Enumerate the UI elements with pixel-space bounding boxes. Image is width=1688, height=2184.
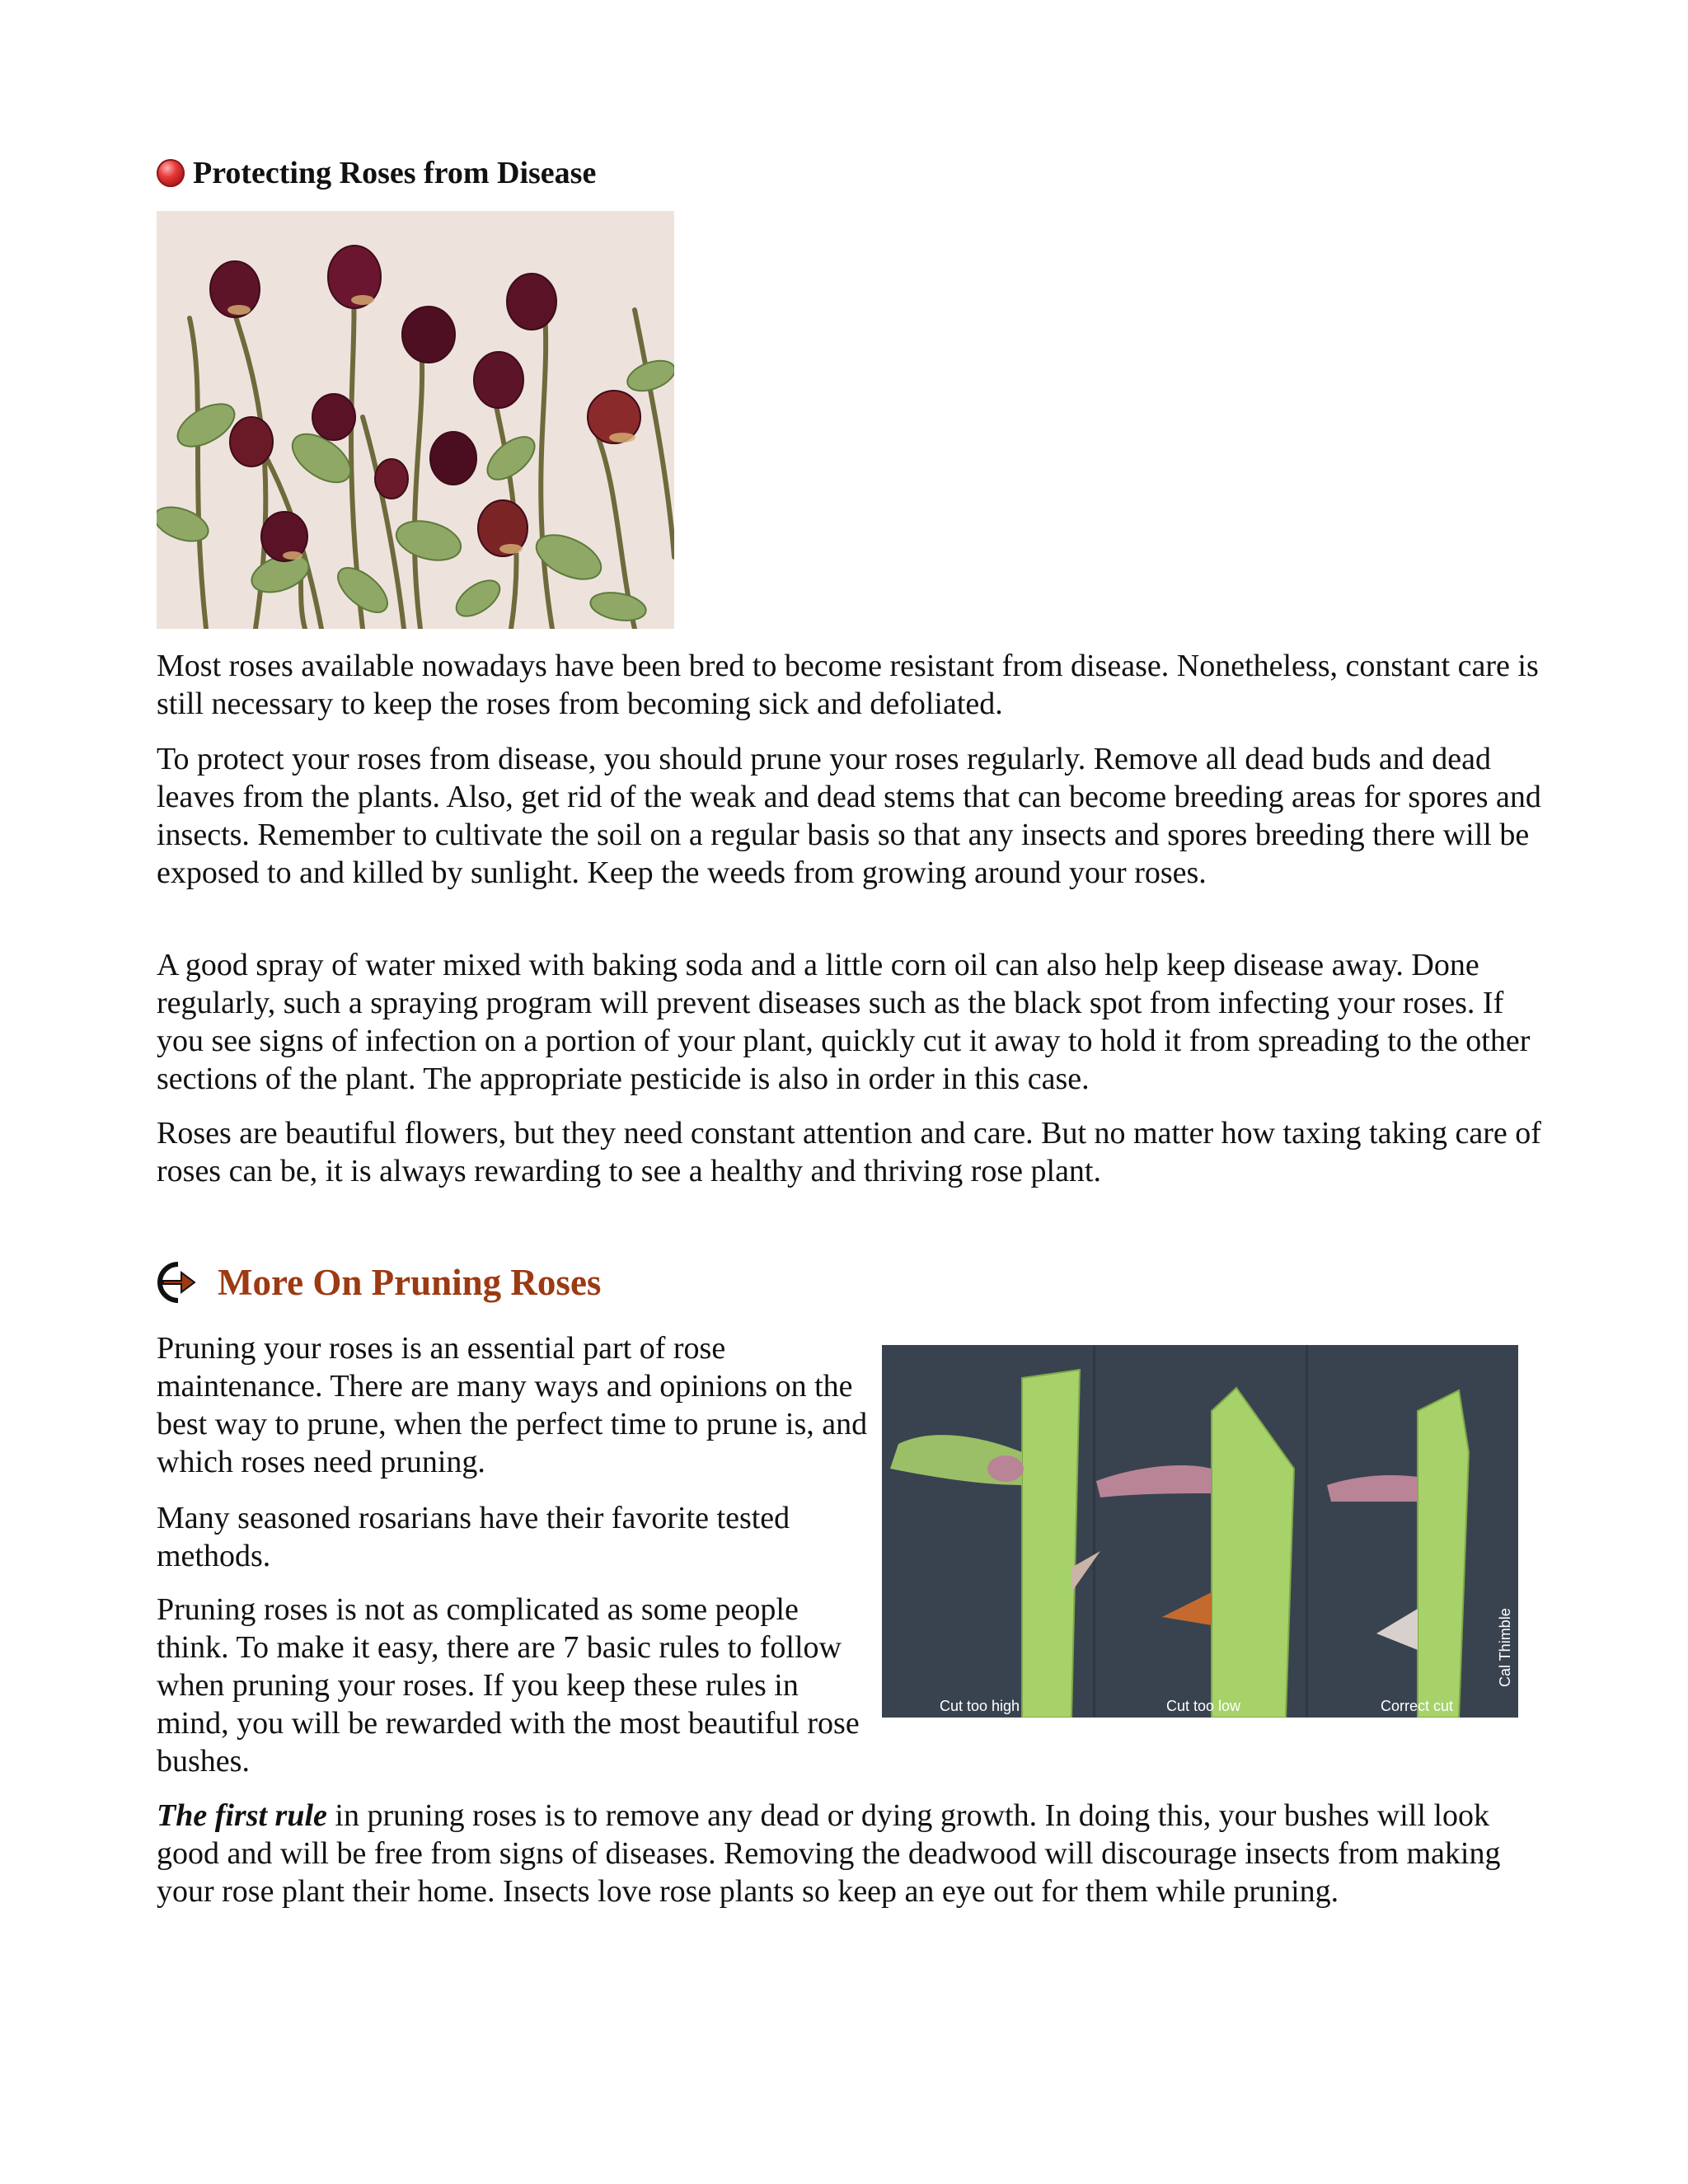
- paragraph: Many seasoned rosarians have their favorite tested methods.: [157, 1501, 790, 1573]
- paragraph: A good spray of water mixed with baking soda and a little corn oil can also help keep disease away. Done regularly, such a spraying program will prevent diseases such as the black spot from infecting your roses. If you see signs of infection on a portion of your plant, quickly cut it away to hold it from spreading to the other sections of the plant. The appropriate pesticide is also in order in this case.: [157, 948, 1531, 1096]
- paragraph: To protect your roses from disease, you should prune your roses regularly. Remove all dead buds and dead leaves from the plants. Also, get rid of the weak and dead stems that can become breeding areas for spores and insects. Remember to cultivate the soil on a regular basis so that any insects and spores breeding there will be exposed to and killed by sunlight. Keep the weeds from growing around your roses.: [157, 742, 1541, 890]
- red-ball-bullet-icon: [157, 159, 185, 187]
- paragraph: Pruning your roses is an essential part of rose maintenance. There are many ways and opinions on the best way to prune, when the perfect time to prune is, and which roses need pruning.: [157, 1331, 868, 1479]
- first-rule-text: in pruning roses is to remove any dead or dying growth. In doing this, your bushes will look good and will be free from signs of diseases. Removing the deadwood will discourage insects from making your rose plant their home. Insects love rose plants so keep an eye out for them while pruning.: [157, 1798, 1501, 1909]
- wilted-roses-photo: [157, 211, 674, 629]
- caption-correct-cut: Correct cut: [1381, 1698, 1454, 1714]
- paragraph: Most roses available nowadays have been bred to become resistant from disease. Nonetheless, constant care is still necessary to keep the roses from becoming sick and defoliated.: [157, 649, 1539, 721]
- caption-cut-too-high: Cut too high: [940, 1698, 1020, 1714]
- paragraph-first-rule: [157, 1797, 1541, 1910]
- section-heading-more-on-pruning: [157, 1261, 601, 1304]
- wilted-roses-illustration: [157, 211, 674, 629]
- circled-arrow-right-icon: [157, 1261, 199, 1304]
- section-title: Protecting Roses from Disease: [193, 156, 597, 190]
- caption-cut-too-low: Cut too low: [1166, 1698, 1241, 1714]
- first-rule-lead: The first rule: [157, 1798, 327, 1833]
- paragraph: Roses are beautiful flowers, but they need constant attention and care. But no matter how taxing taking care of roses can be, it is always rewarding to see a healthy and thriving rose plant.: [157, 1116, 1541, 1188]
- pruning-cuts-photo: [882, 1345, 1518, 1718]
- pruning-cuts-illustration: [882, 1345, 1518, 1718]
- paragraph: Pruning roses is not as complicated as some people think. To make it easy, there are 7 basic rules to follow when pruning your roses. If you keep these rules in mind, you will be rewarded with the most beautiful rose bushes.: [157, 1592, 860, 1779]
- photo-credit-watermark: Cal Thimble: [1497, 1608, 1513, 1687]
- section-title: More On Pruning Roses: [218, 1262, 602, 1303]
- section-heading-protecting-roses: [157, 155, 596, 191]
